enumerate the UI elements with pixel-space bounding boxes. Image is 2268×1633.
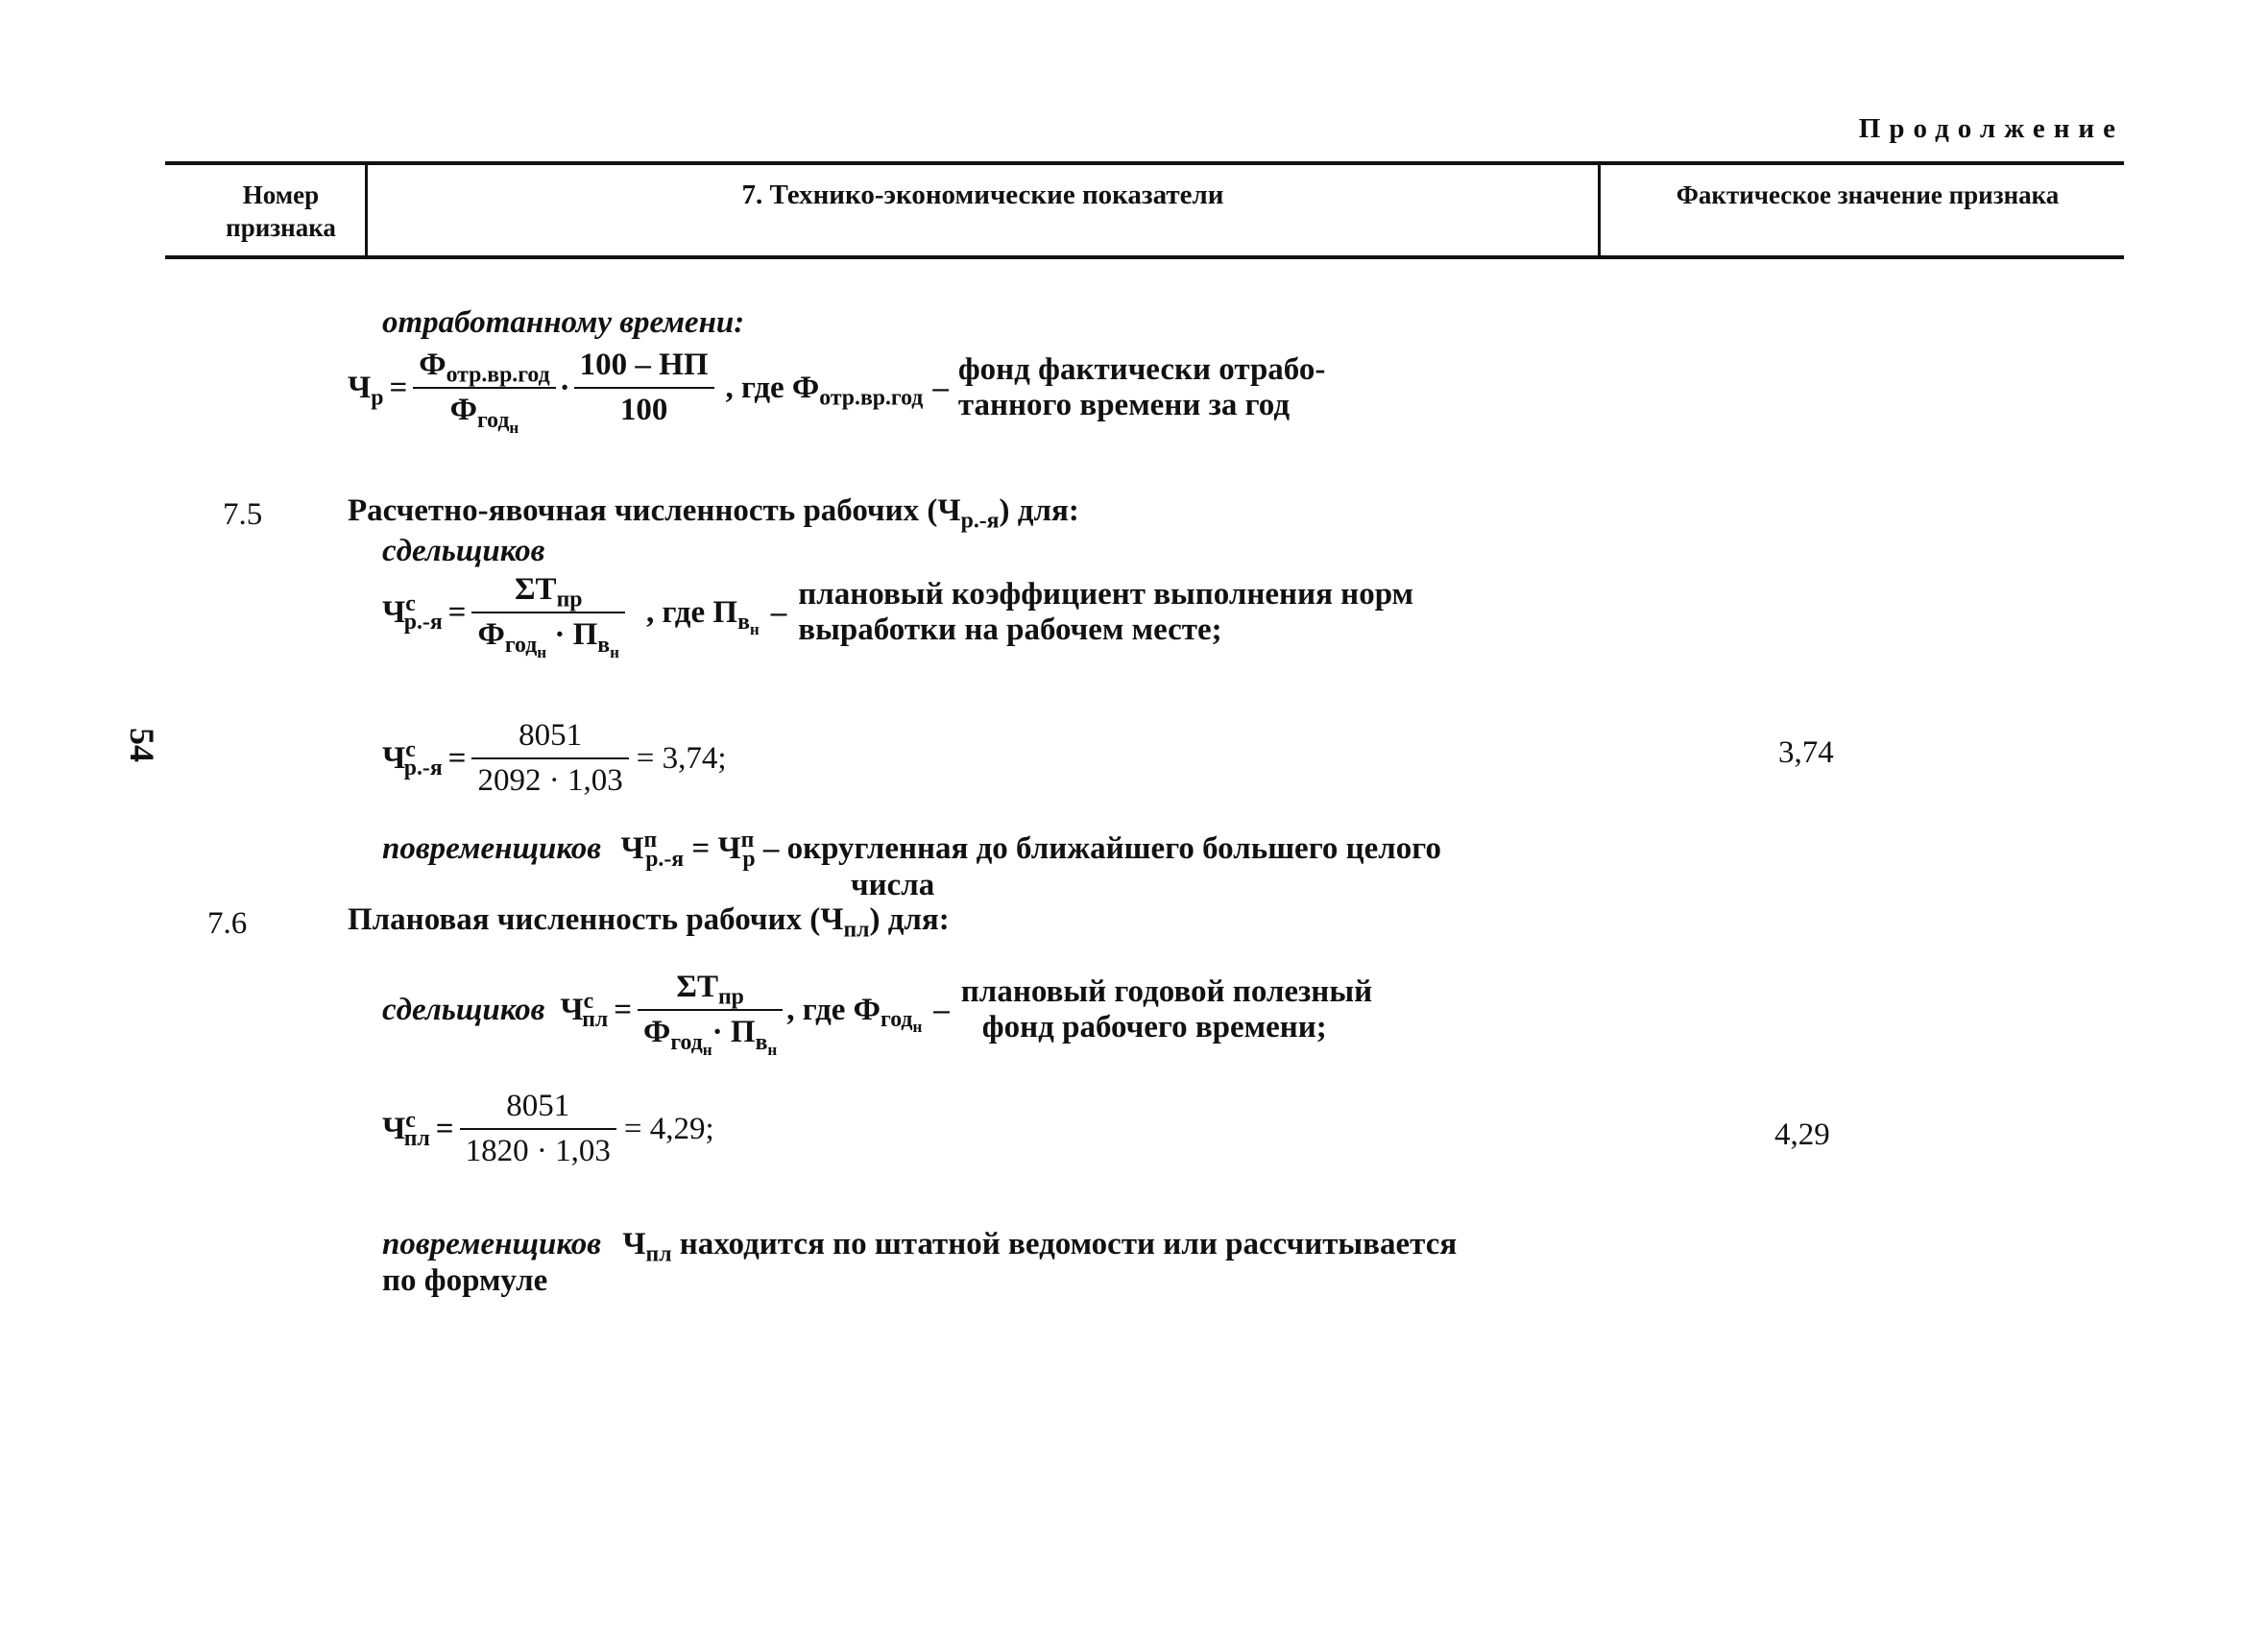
item-7-5-calculation: $Ч^с_{р.-я}$ = $\frac{8051}{2092 \cdot 1,03}$ = 3,74; — [382, 718, 727, 798]
item-7-5-number: 7.5 — [223, 497, 263, 532]
item-7-6-time-workers: повременщиков $Ч_{пл}$ находится по штатной ведомости или рассчитывается — [382, 1227, 1458, 1267]
header-divider-2 — [1598, 163, 1601, 257]
header-col-number: Номер признака — [226, 180, 336, 242]
item-7-5-time-workers-cont: числа — [851, 868, 935, 902]
fraction-fund: $\frac{Ф_{отр.вр.год}}{Ф_{год_н}}$ — [413, 348, 555, 428]
item-7-6-calculation: $Ч^с_{пл}$ = $\frac{8051}{1820 \cdot 1,03}$ = 4,29; — [382, 1089, 714, 1168]
item-7-5-actual-value: 3,74 — [1778, 735, 1834, 770]
header-top-rule — [165, 161, 2124, 165]
item-7-6-formula: сдельщиков $Ч^с_{пл}$ = $\frac{\Sigma Т_{пр}}{Ф_{год_н}\cdot П_{в_н}}$ , где $Ф_{год_н}$ – плановый годовой полезный фонд рабочего времени; — [382, 970, 1373, 1059]
item-7-6-actual-value: 4,29 — [1774, 1117, 1830, 1152]
item-7-5-piecework-label: сдельщиков — [382, 534, 545, 568]
item-7-6-number: 7.6 — [207, 906, 248, 941]
header-bottom-rule — [165, 255, 2124, 259]
item-7-6-title: Плановая численность рабочих $(Ч_{пл})$ для: — [348, 902, 950, 943]
block-a-formula: $Ч_р$ = $\frac{Ф_{отр.вр.год}}{Ф_{год_н}}$ · $\frac{100 - НП}{100}$ , где $Ф_{отр.вр.год}$ – фонд фактически отрабо- танного времени за год — [348, 348, 1326, 437]
definition-line-1: фонд фактически отрабо- — [957, 352, 1326, 387]
header-col-actual-value: Фактическое значение признака — [1676, 180, 2060, 209]
fraction-percent: $\frac{100 - НП}{100}$ — [574, 348, 714, 428]
page-number: 54 — [123, 728, 161, 762]
item-7-5-title: Расчетно-явочная численность рабочих $(Ч_{р.-я})$ для: — [348, 493, 1079, 534]
item-7-6-time-workers-cont: по формуле — [382, 1263, 548, 1298]
item-7-5-formula: $Ч^с_{р.-я}$ = $\frac{\Sigma Т_{пр}}{Ф_{год_н} \cdot П_{в_н}}$ , где $П_{в_н}$ – плановый коэффициент выполнения норм выработки на рабочем месте; — [382, 572, 1414, 661]
definition-line-2: танного времени за год — [957, 388, 1291, 422]
formula-lhs: $Ч_р$ — [348, 370, 384, 411]
header-col-indicators: 7. Технико-экономические показатели — [741, 180, 1224, 210]
block-a-intro: отработанному времени: — [382, 305, 745, 340]
item-7-5-time-workers: повременщиков $Ч^п_{р.-я} = Ч^п_р$ – округленная до ближайшего большего целого — [382, 828, 1441, 872]
continuation-label: Продолжение — [1858, 113, 2124, 144]
